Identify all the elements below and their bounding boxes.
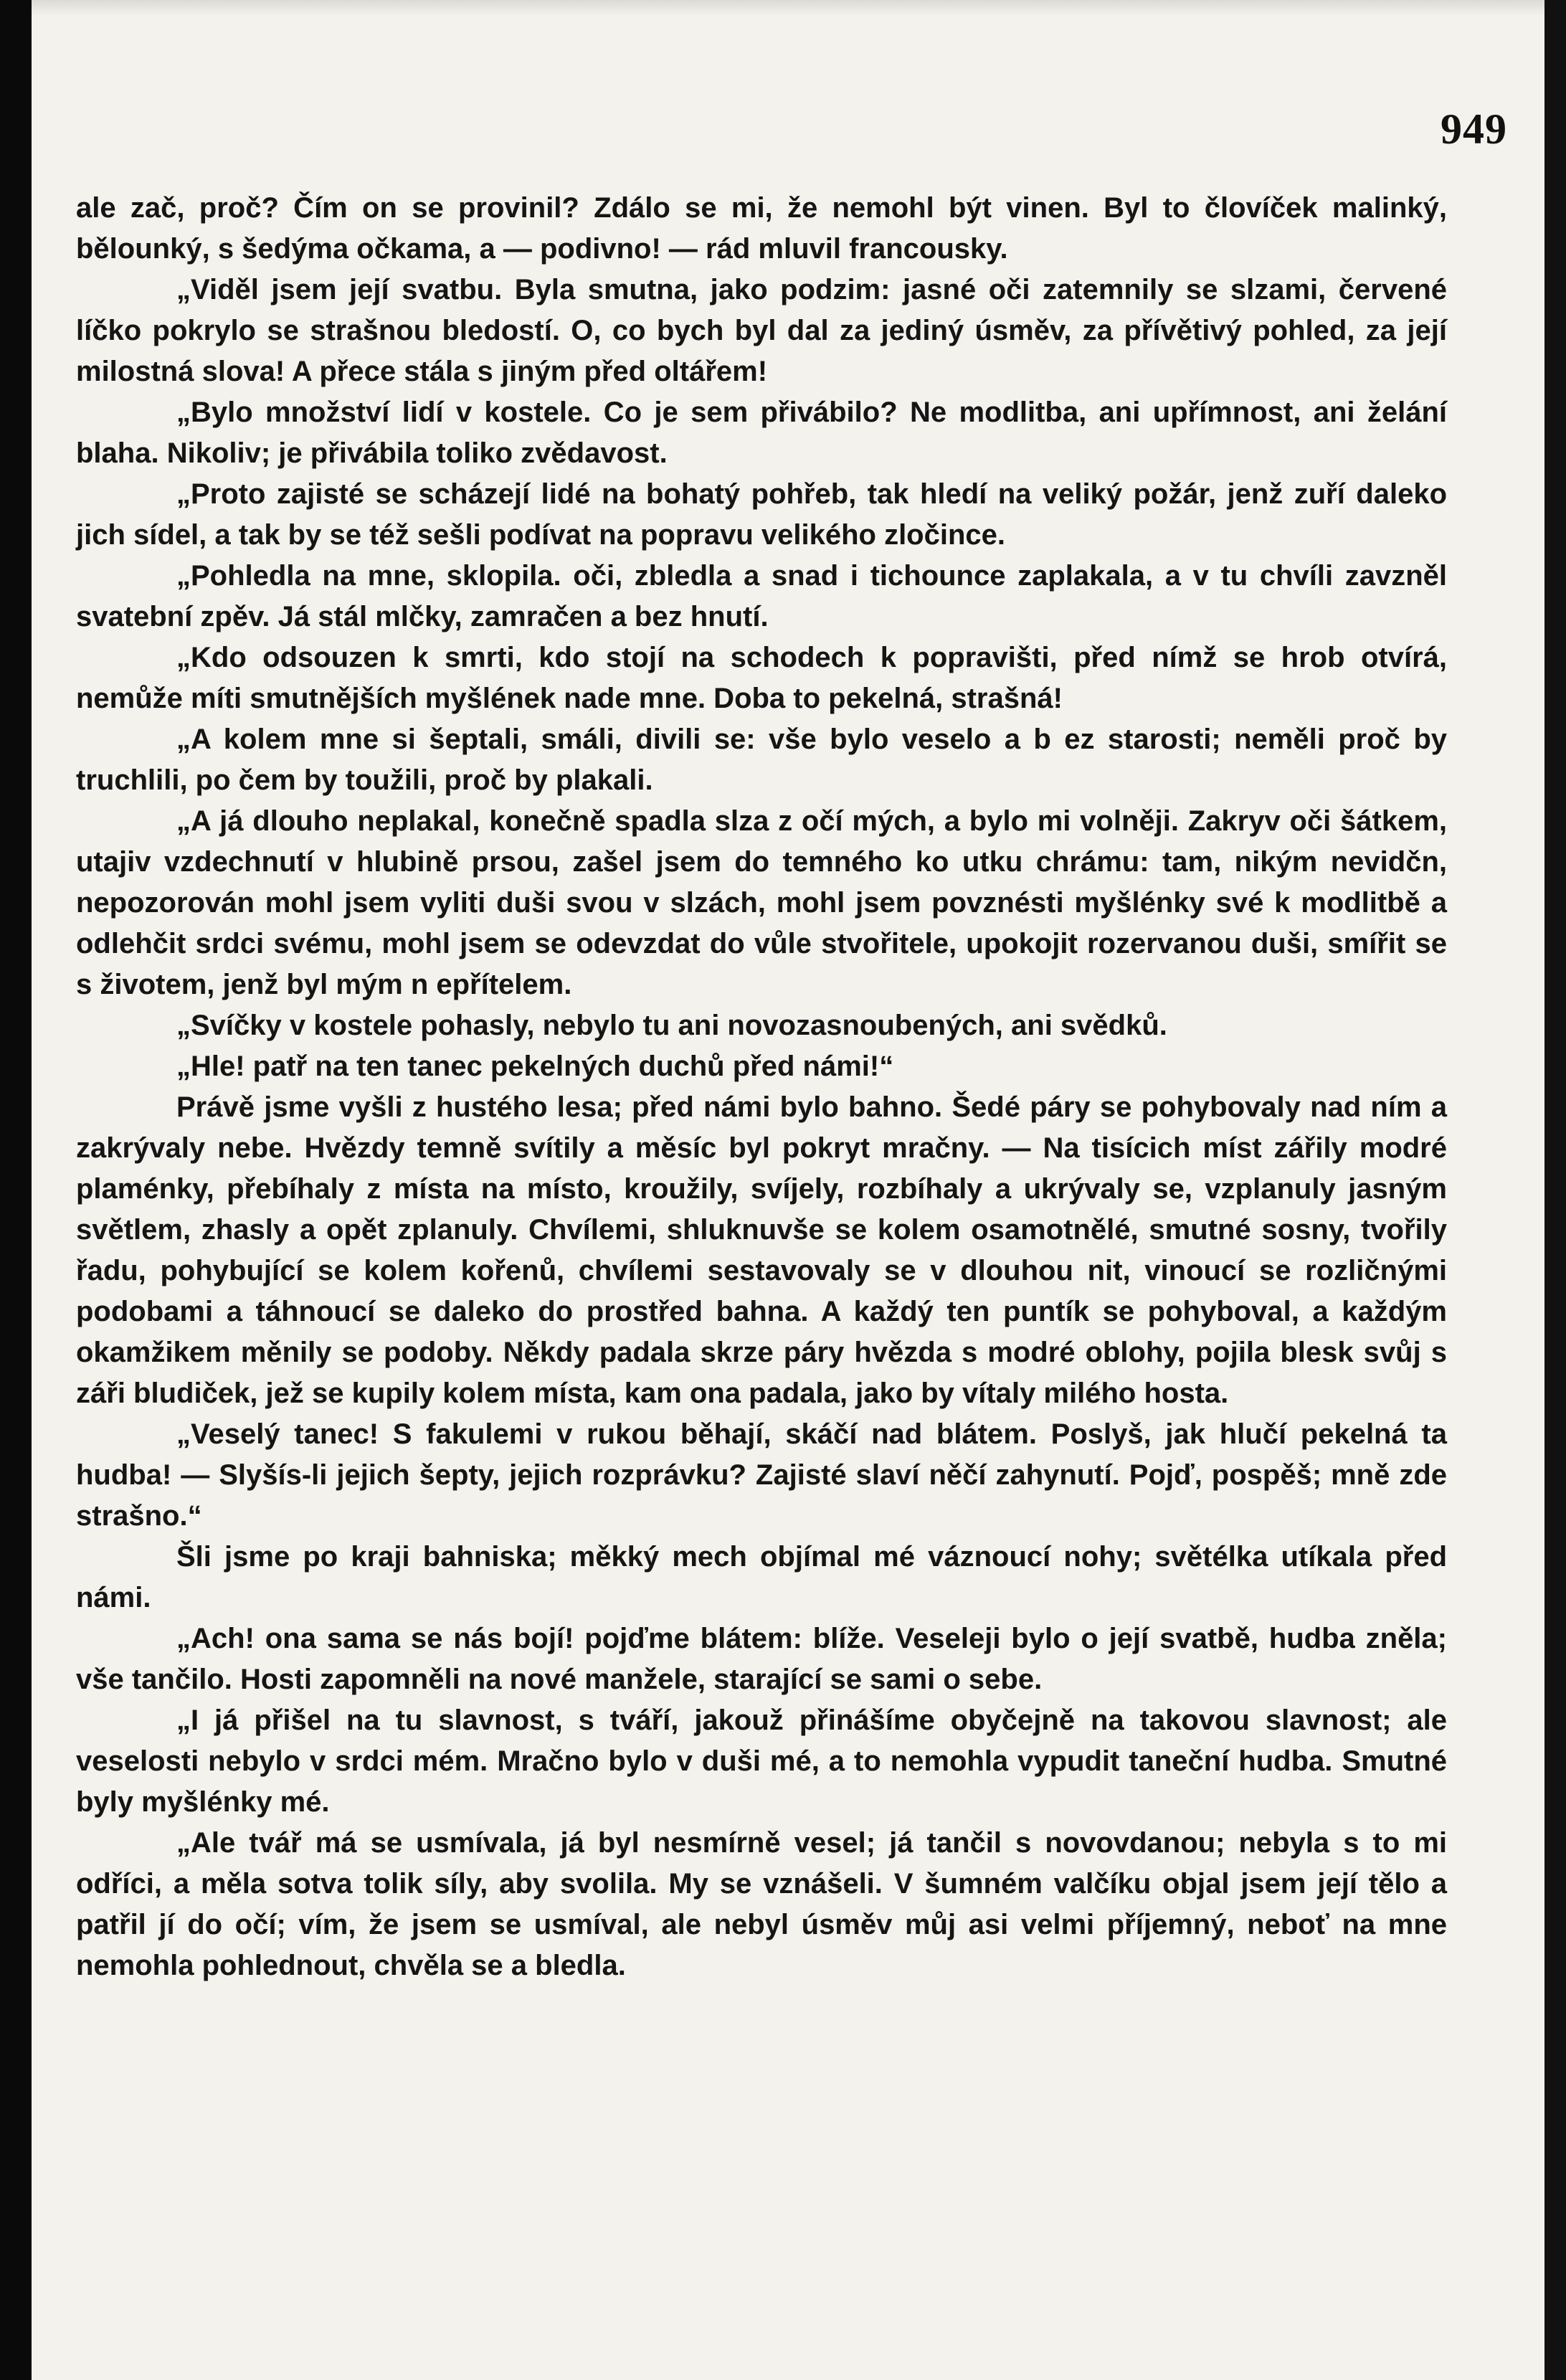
page-top-edge: [32, 0, 1544, 16]
paragraph: „Pohledla na mne, sklopila. oči, zbledla a snad i tichounce zaplakala, a v tu chvíli zavzněl svatební zpěv. Já stál mlčky, zamračen a bez hnutí.: [76, 560, 1447, 632]
paragraph: „A já dlouho neplakal, konečně spadla slza z očí mých, a bylo mi volněji. Zakryv oči šátkem, utajiv vzdechnutí v hlubině prsou, zašel jsem do temného ko utku chrámu: tam, nikým nevidčn, nepozorován mohl jsem vyliti duši svou v slzách, mohl jsem povznésti myšlénky své k modlitbě a odlehčit srdci svému, mohl jsem se odevzdat do vůle stvořitele, upokojit rozervanou duši, smířit se s životem, jenž byl mým n epřítelem.: [76, 805, 1447, 1000]
paragraph: „Viděl jsem její svatbu. Byla smutna, jako podzim: jasné oči zatemnily se slzami, červené líčko pokrylo se strašnou bledostí. O, co bych byl dal za jediný úsměv, za přívětivý pohled, za její milostná slova! A přece stála s jiným před oltářem!: [76, 274, 1447, 387]
paragraph: „I já přišel na tu slavnost, s tváří, jakouž přinášíme obyčejně na takovou slavnost; ale veselosti nebylo v srdci mém. Mračno bylo v duši mé, a to nemohla vypudit taneční hudba. Smutné byly myšlénky mé.: [76, 1705, 1447, 1818]
paragraph: „A kolem mne si šeptali, smáli, divili se: vše bylo veselo a b ez starosti; neměli proč by truchlili, po čem by toužili, proč by plakali.: [76, 724, 1447, 796]
paragraph: „Bylo množství lidí v kostele. Co je sem přivábilo? Ne modlitba, ani upřímnost, ani želání blaha. Nikoliv; je přivábila toliko zvědavost.: [76, 397, 1447, 469]
paragraph: Šli jsme po kraji bahniska; měkký mech objímal mé váznoucí nohy; světélka utíkala před námi.: [76, 1541, 1447, 1613]
book-page: [32, 0, 1544, 2380]
paragraph: ale zač, proč? Čím on se provinil? Zdálo se mi, že nemohl být vinen. Byl to človíček malinký, bělounký, s šedýma očkama, a — podivno! — rád mluvil francousky.: [76, 192, 1447, 265]
scan-border-right: [1544, 0, 1566, 2380]
body-text: [76, 188, 1447, 1986]
page-number: 949: [1441, 105, 1507, 153]
paragraph: „Hle! patř na ten tanec pekelných duchů před námi!“: [176, 1051, 894, 1082]
scan-border-left: [0, 0, 32, 2380]
paragraph: „Proto zajisté se scházejí lidé na bohatý pohřeb, tak hledí na veliký požár, jenž zuří daleko jich sídel, a tak by se též sešli podívat na popravu velikého zločince.: [76, 478, 1447, 551]
paragraph: „Svíčky v kostele pohasly, nebylo tu ani novozasnoubených, ani svědků.: [176, 1010, 1167, 1041]
paragraph: Právě jsme vyšli z hustého lesa; před námi bylo bahno. Šedé páry se pohybovaly nad ním a zakrývaly nebe. Hvězdy temně svítily a měsíc byl pokryt mračny. — Na tisícich míst zářily modré plaménky, přebíhaly z místa na místo, kroužily, svíjely, rozbíhaly a ukrývaly se, vzplanuly jasným světlem, zhasly a opět zplanuly. Chvílemi, shluknuvše se kolem osamotnělé, smutné sosny, tvořily řadu, pohybující se kolem kořenů, chvílemi sestavovaly se v dlouhou nit, vinoucí se rozličnými podobami a táhnoucí se daleko do prostřed bahna. A každý ten puntík se pohyboval, a každým okamžikem měnily se podoby. Někdy padala skrze páry hvězda s modré oblohy, pojila blesk svůj s záři bludiček, jež se kupily kolem místa, kam ona padala, jako by vítaly milého hosta.: [76, 1091, 1447, 1409]
paragraph: „Kdo odsouzen k smrti, kdo stojí na schodech k popravišti, před nímž se hrob otvírá, nemůže míti smutnějších myšlének nade mne. Doba to pekelná, strašná!: [76, 642, 1447, 714]
paragraph: „Ale tvář má se usmívala, já byl nesmírně vesel; já tančil s novovdanou; nebyla s to mi odříci, a měla sotva tolik síly, aby svolila. My se vznášeli. V šumném valčíku objal jsem její tělo a patřil jí do očí; vím, že jsem se usmíval, ale nebyl úsměv můj asi velmi příjemný, neboť na mne nemohla pohlednout, chvěla se a bledla.: [76, 1827, 1447, 1981]
paragraph: „Veselý tanec! S fakulemi v rukou běhají, skáčí nad blátem. Poslyš, jak hlučí pekelná ta hudba! — Slyšís-li jejich šepty, jejich rozprávku? Zajisté slaví něčí zahynutí. Pojď, pospěš; mně zde strašno.“: [76, 1418, 1447, 1532]
paragraph: „Ach! ona sama se nás bojí! pojďme blátem: blíže. Veseleji bylo o její svatbě, hudba zněla; vše tančilo. Hosti zapomněli na nové manžele, starající se sami o sebe.: [76, 1623, 1447, 1695]
